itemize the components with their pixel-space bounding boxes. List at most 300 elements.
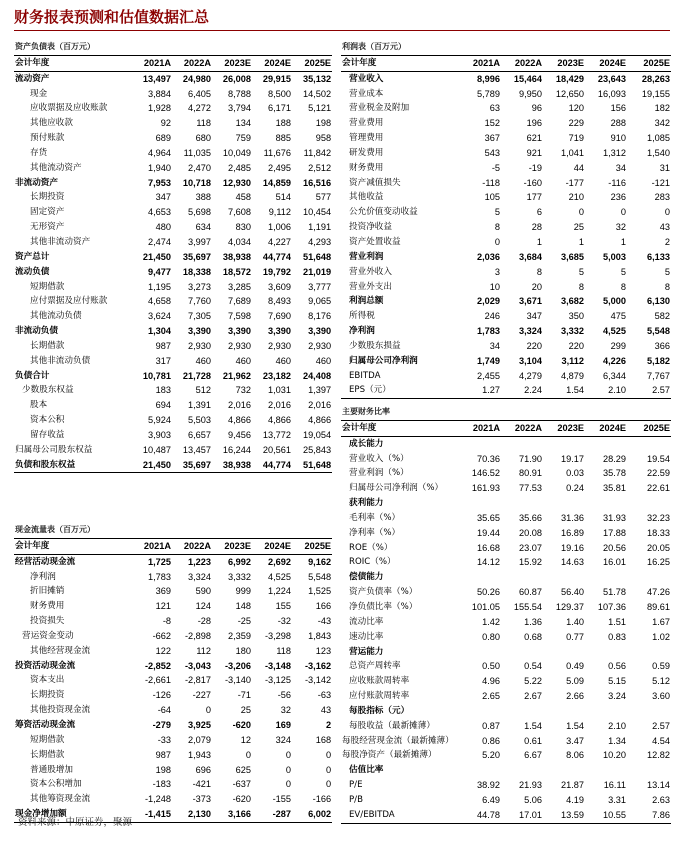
row-value: 18,338 [182,266,211,277]
row-value: 3,390 [228,326,251,337]
row-value: 146.52 [471,468,500,479]
header-label: 会计年度 [14,55,132,71]
row-value: 77.53 [519,483,542,494]
row-value: 2,359 [228,630,251,641]
row-value: 4,279 [519,370,542,381]
row-value: 2,474 [148,236,171,247]
table-row [14,116,332,131]
row-value [627,570,671,585]
row-value: 1.54 [566,720,584,731]
row-value: 29,915 [262,73,291,84]
row-value: 5,000 [603,296,626,307]
table-row [14,554,332,569]
table-row [341,339,671,354]
row-value: 0 [620,207,626,218]
row-label: 每股净资产（最新摊薄） [342,750,437,761]
row-value: 6,657 [188,429,211,440]
row-value: 625 [235,764,251,775]
row-value: 32.23 [647,512,671,523]
table-row [341,689,671,704]
header-year: 2024E [252,538,292,554]
row-value: -126 [152,690,171,701]
row-value: 1.51 [608,616,626,627]
table-row [14,629,332,644]
row-value: 3.47 [566,735,584,746]
row-label: 财务费用 [349,162,384,173]
row-value: 3,903 [148,429,171,440]
row-value: 689 [155,133,171,144]
row-value: 2.57 [627,383,671,398]
row-value: 6,405 [188,88,211,99]
table-row [14,428,332,443]
header-year: 2021A [459,420,501,436]
row-value: 19.16 [561,542,584,553]
row-label: 其他非流动资产 [30,236,91,247]
table-row [341,205,671,220]
row-label: 其他流动资产 [30,162,82,173]
row-value: 5.22 [524,676,542,687]
table-row [341,354,671,369]
row-label: 筹资活动现金流 [15,719,76,730]
row-value: 8 [578,281,584,292]
title-divider [14,30,670,31]
row-value [543,436,585,451]
row-value: -166 [312,794,332,805]
row-value: 180 [235,645,251,656]
row-value: 2,016 [308,400,332,411]
table-header-row [14,538,332,554]
header-label: 会计年度 [14,538,132,554]
row-value [585,704,627,719]
row-label: 公允价值变动收益 [349,207,418,218]
table-row [14,324,332,339]
row-value: -32 [277,616,291,627]
row-value: 590 [195,586,211,597]
row-value: 32 [280,705,291,716]
table-row [14,190,332,205]
row-value [501,496,543,511]
row-label: EBITDA [349,370,381,381]
row-value: 21,728 [182,370,211,381]
row-value: 168 [315,734,332,745]
row-label: 营业收入 [349,73,384,84]
row-value: 35.65 [477,512,500,523]
row-value: 999 [235,586,251,597]
table-row [341,309,671,324]
row-value: 3,332 [561,326,584,337]
row-value: 2,930 [268,340,291,351]
row-label: 营业利润 [349,251,384,262]
table-row [341,763,671,778]
row-value: 2,016 [268,400,291,411]
row-value: 7,608 [228,207,251,218]
row-value: 2.63 [652,794,671,805]
row-value: 3,685 [561,251,584,262]
row-value: 17.01 [501,808,543,823]
row-label: P/E [349,780,363,791]
row-value: 7.86 [627,808,671,823]
row-value: 16,516 [302,177,332,188]
header-year: 2024E [585,55,627,71]
row-value: 8,788 [228,88,251,99]
row-value: 14,859 [262,177,291,188]
row-label: 成长能力 [349,438,384,449]
table-row [341,116,671,131]
row-value: 1,943 [188,749,211,760]
row-value: 10,487 [142,444,171,455]
table-row [14,659,332,674]
row-label: 归属母公司净利润（%） [349,483,444,494]
table-row [341,555,671,570]
header-year: 2021A [132,538,172,554]
row-value: 3,324 [519,326,542,337]
row-value: 92 [160,118,171,129]
row-value: 621 [526,133,542,144]
table-row [14,777,332,792]
row-label: 其他经营现金流 [30,645,91,656]
row-value: 6,130 [647,296,670,307]
table-row [14,458,332,473]
row-value: -63 [317,690,332,701]
row-value: 1,006 [268,222,291,233]
row-label: 折旧摊销 [30,586,65,597]
table-row [341,615,671,630]
row-label: ROE（%） [349,542,393,553]
row-label: 净利润 [349,326,375,337]
table-row [341,526,671,541]
row-value: 107.36 [597,601,626,612]
row-value: 43 [659,222,670,233]
row-value [543,704,585,719]
row-value: -3,043 [184,660,211,671]
row-value: 0.68 [524,631,542,642]
row-value: -28 [197,616,211,627]
row-label: 财务费用 [30,601,65,612]
row-value: -8 [162,616,171,627]
row-value: 5 [578,266,584,277]
row-value: -43 [317,616,332,627]
row-value: 0.03 [566,468,584,479]
table-row [14,413,332,428]
row-value: 1,783 [477,326,500,337]
row-value: 4,034 [228,236,251,247]
header-year: 2023E [543,55,585,71]
row-value: 28,263 [641,73,670,84]
row-value: 0 [205,705,211,716]
row-label: 获利能力 [349,498,384,509]
row-value: 156 [610,103,626,114]
row-value [543,763,585,778]
row-label: EPS（元） [341,383,459,398]
table-row [14,176,332,191]
row-value: -19 [528,162,542,173]
row-value: -33 [157,734,171,745]
table-caption: 现金流量表（百万元） [15,525,95,534]
row-value: 35,697 [172,458,212,473]
row-value: -56 [277,690,291,701]
row-label: 非流动资产 [15,177,58,188]
row-label: 非流动负债 [15,326,58,337]
row-value: 31 [659,162,670,173]
row-label: 归属母公司股东权益 [15,444,93,455]
row-label: 管理费用 [349,133,384,144]
row-value: 11,676 [263,147,291,158]
row-value: -177 [565,177,584,188]
income-statement-table [341,40,671,399]
table-row [14,443,332,458]
row-value: 63 [489,103,500,114]
row-value: 101.05 [471,601,500,612]
row-value: 3,390 [268,326,291,337]
row-value: -662 [152,630,171,641]
row-value: 112 [196,645,211,656]
table-row [341,570,671,585]
row-value: -637 [232,779,251,790]
row-value: 6,002 [292,807,332,822]
row-label: 毛利率（%） [349,512,401,523]
row-value: 5,789 [477,88,500,99]
row-value [459,436,501,451]
row-label: 普通股增加 [30,764,73,775]
row-value: 16,244 [222,444,251,455]
row-value: 1,031 [268,385,291,396]
row-value: 166 [315,601,332,612]
row-value: 129.37 [555,601,584,612]
row-value: -3,140 [224,675,251,686]
row-value: 369 [155,586,171,597]
row-value: 177 [526,192,542,203]
row-value: 696 [195,764,211,775]
row-value: 2.57 [652,720,671,731]
row-value: 9,950 [519,88,542,99]
row-value: 460 [275,355,291,366]
row-label: 投资净收益 [349,222,392,233]
row-value: 694 [155,400,171,411]
row-value: 3,609 [268,281,291,292]
row-value: 229 [568,118,584,129]
row-value: 4.96 [482,676,500,687]
row-value: 7,767 [647,370,670,381]
table-row [14,339,332,354]
row-value: 2.10 [608,720,626,731]
table-row [341,481,671,496]
row-label: 投资损失 [30,616,65,627]
row-value: 2,455 [477,370,500,381]
table-row [341,748,671,763]
table-row [341,719,671,734]
row-value: 13.59 [543,808,585,823]
row-value: 38,938 [222,251,251,262]
row-value: 38,938 [212,458,252,473]
row-value: 0.86 [482,735,500,746]
row-value: 13,457 [182,444,211,455]
row-value: 60.87 [519,587,542,598]
row-value: 17.88 [603,527,626,538]
row-value: 921 [526,147,542,158]
header-year: 2022A [501,420,543,436]
header-year: 2021A [459,55,501,71]
table-row [14,354,332,369]
row-value: 2,029 [477,296,500,307]
row-value: 10,049 [222,147,251,158]
row-value: 1,304 [148,326,171,337]
row-label: 估值比率 [349,765,384,776]
row-value: 3,332 [228,571,251,582]
page-title: 财务报表预测和估值数据汇总 [14,8,210,26]
row-value: 366 [654,340,670,351]
row-value [585,763,627,778]
row-value: 3,112 [561,355,584,366]
row-value: 3,884 [148,88,171,99]
row-value: 26,008 [222,73,251,84]
row-value: 3,671 [519,296,542,307]
row-value: 2,470 [188,162,211,173]
table-row [14,718,332,733]
row-value: 1.36 [524,616,542,627]
row-label: 固定资产 [30,207,65,218]
row-value: 1,725 [148,556,171,567]
table-row [341,146,671,161]
row-value: 2,485 [228,162,251,173]
row-value [627,496,671,511]
row-value: 6,171 [268,103,291,114]
table-row [14,570,332,585]
row-value: 0.80 [482,631,500,642]
row-value: 2,692 [268,556,291,567]
row-value: 134 [235,118,251,129]
row-value [585,436,627,451]
row-label: 其他收益 [349,192,384,203]
row-label: 流动资产 [15,73,50,84]
row-value: 8,500 [268,88,291,99]
row-value: 13.14 [647,780,671,791]
row-value: 8 [664,281,670,292]
header-year: 2023E [212,55,252,71]
row-value: 182 [654,103,670,114]
table-row [14,205,332,220]
row-value: 10.55 [585,808,627,823]
row-value: 0 [285,764,291,775]
table-header-row [341,55,671,71]
row-value: -3,162 [305,660,332,671]
table-row [14,673,332,688]
row-value: 148 [235,601,251,612]
table-row [341,101,671,116]
row-value: 8 [494,222,500,233]
table-row [341,511,671,526]
row-label: 负债和股东权益 [14,458,132,473]
row-value [627,704,671,719]
header-year: 2022A [172,538,212,554]
row-value: 6 [536,207,542,218]
row-label: 其他筹资现金流 [30,794,91,805]
row-value: -287 [252,807,292,822]
row-value: 5,503 [188,415,211,426]
row-value: 2,930 [308,340,332,351]
row-label: 营业费用 [349,118,384,129]
row-value: 3,684 [519,251,542,262]
row-value: -421 [192,779,211,790]
table-row [341,265,671,280]
row-value [501,645,543,660]
row-value: 56.40 [561,587,584,598]
row-value: 7,689 [228,296,251,307]
row-value: 5.20 [482,750,500,761]
row-value: 10.20 [603,750,626,761]
row-label: 存货 [30,147,48,158]
row-value: 1,041 [561,147,584,158]
row-value [543,496,585,511]
row-label: 所得税 [349,311,375,322]
row-value: 0.87 [482,720,500,731]
row-value: 0 [285,779,291,790]
table-row [341,674,671,689]
row-label: 无形资产 [30,222,65,233]
row-value: 0.77 [566,631,584,642]
table-row [341,600,671,615]
row-value: 3,104 [519,355,542,366]
row-value: 0 [664,207,670,218]
header-year: 2024E [252,55,292,71]
row-value: 3.24 [608,691,626,702]
row-value: 11,842 [303,147,332,158]
table-row [341,324,671,339]
row-value: 0 [325,764,332,775]
row-value [459,704,501,719]
header-year: 2024E [585,420,627,436]
row-label: 短期借款 [30,734,65,745]
row-value: 220 [568,340,584,351]
row-value: 13,772 [262,429,291,440]
row-label: 少数股东损益 [349,340,401,351]
row-label: 利润总额 [349,296,384,307]
row-value: 23,643 [597,73,626,84]
row-value: 8 [536,266,542,277]
table-row [14,220,332,235]
row-value: 236 [610,192,626,203]
row-value: 124 [195,601,211,612]
row-value: 3.31 [608,794,626,805]
row-value: 759 [235,133,251,144]
row-value: 120 [568,103,584,114]
row-value [543,645,585,660]
row-value: -373 [192,794,211,805]
row-value: 19,792 [262,266,291,277]
row-label: 资产处置收益 [349,236,401,247]
row-label: 应收票据及应收账款 [30,103,108,114]
row-value: 3,390 [188,326,211,337]
row-value: -160 [523,177,542,188]
row-value: 1.34 [608,735,626,746]
table-row [14,131,332,146]
row-value: 24,408 [302,370,332,381]
row-value: 3,624 [148,311,171,322]
row-label: 资产减值损失 [349,177,401,188]
row-value: 11,035 [183,147,211,158]
row-value: 1,540 [647,147,670,158]
row-value: 25 [573,222,584,233]
table-row [341,630,671,645]
row-value: 3,324 [188,571,211,582]
row-value: 23.07 [519,542,542,553]
row-value: -3,125 [264,675,291,686]
row-value: 118 [276,645,291,656]
row-label: 应付票据及应付账款 [30,296,108,307]
row-value: 21,962 [222,370,251,381]
row-label: 现金 [30,88,48,99]
table-row [14,383,332,398]
row-value: 5.15 [608,676,626,687]
